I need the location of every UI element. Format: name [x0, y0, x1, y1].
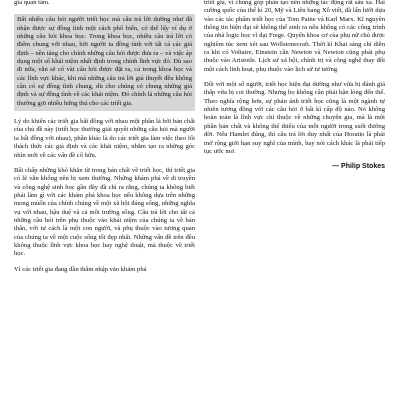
- left-column: [14, 0, 195, 400]
- intro-text: gia quan tâm.: [14, 0, 50, 6]
- paragraph: Bất chấp những khó khăn từ trong bản chất về triết học, thì triết gia có lẽ vẫn không nên bị xem thường. Những khám phá về di truyền và công nghệ sinh học gần đây đã chỉ ra rằng, chúng ta không biết phải làm gì với các khám phá khoa học nếu không dựa trên những mong muốn của chính chúng về một xã hội đáng sống, những nghĩa vụ với nhau, hậu duệ và cả môi trường sống. Câu trả lời cho tất cả những câu hỏi trên phụ thuộc vào khái niệm của chúng ta về bản thân, với tư cách là một con người, và phụ thuộc vào tương quan của chúng ta về một cuộc sống tốt đẹp nhất. Những vấn đề trên đều không thuộc lĩnh vực khoa học hay nghệ thuật, mà thuộc về triết học.: [14, 166, 195, 258]
- paragraph: Lý do khiến các triết gia bất đồng với nhau một phần là bởi bản chất của chủ đề này (triết học thường giải quyết những câu hỏi mà người ta bất đồng với nhau), phần khác là do các triết gia làm việc theo lối thách thức các giả định và các khái niệm, nhằm tạo ra những góc nhìn mới về các vấn đề cố hữu.: [14, 118, 195, 159]
- paragraph: Đối với một số người, triết học hiện đại dường như vừa bị đánh giá thấp vừa bị coi thường. Nhưng họ không cần phải bận lòng đến thế. Theo nghĩa rộng hơn, sự phản ánh triết học cũng là một ngành tự nhiên tương đồng với các câu hỏi ở bất kì cấp độ nào. Nó không hoàn toàn là lĩnh vực chỉ thuộc về những chuyên gia, mà là một phần bản chất và không thể thiếu của mỗi người trong suốt đường đời. Nếu Hamlet đúng, thì câu trả lời duy nhất của Horatio là phải mở rộng giới hạn suy nghĩ của mình, hay nói cách khác là phải tiếp tục ước mơ.: [204, 81, 385, 155]
- paragraph: triết gia, vì chúng góp phần tạo nên những tác động rất sâu xa. Hai cường quốc của thế kỉ 20, Mỹ và Liên bang Xô viết, đã lấn lướt dựa vào các tác phẩm triết học của Tom Paine và Karl Marx. Kĩ nguyên thông tin hiện đại sẽ không thể sinh ra nếu không có các công trình của nhà logic học vĩ đại Frege. Quyển khoa cơ của phụ nữ chủ được nghiêm túc xem xét sau Wollstonecraft. Thời kì Khai sáng chỉ diễn ra khi có Voltaire, Einstein cần Newton và Newton cũng phải phụ thuộc vào Aristotle. Lịch sử xã hội, chính trị và công nghệ thay đổi một cách linh hoạt, phụ thuộc vào lịch sử tư tưởng.: [204, 0, 385, 73]
- shaded-text: Bất nhiều câu hỏi người triết học mà câu trả lời dường như đã nhận được sự đồng tình một cách phổ biến, có thể lấy ví dụ ở những câu hỏi khoa học. Trong khoa học, nhiều câu trả lời có điểm chung với nhau, bởi người ta đồng tình với tất cả các giả định – nền tảng cho chính những câu hỏi được đưa ra – và việc áp dụng một số khái niệm nhất định trong chính lĩnh vực đó. Dù sao đi nữa, vẫn sẽ có vài câu hỏi được đặt ra, cả trong khoa học và các lĩnh vực khác, khi mà những câu trả lời giả thuyết đều không cần có sự đồng tình chung, dù cho chúng có chung những giả định và sự đồng tình về các khái niệm. Đó chính là những câu hỏi thường gợi nhiều hứng thú cho các triết gia.: [17, 16, 192, 107]
- right-column: [204, 0, 385, 400]
- paragraph: Vì các triết gia đang dần thâm nhập vào khám phá: [14, 265, 147, 273]
- author-signature: — Philip Stokes: [332, 163, 385, 171]
- shaded-box: [14, 14, 195, 111]
